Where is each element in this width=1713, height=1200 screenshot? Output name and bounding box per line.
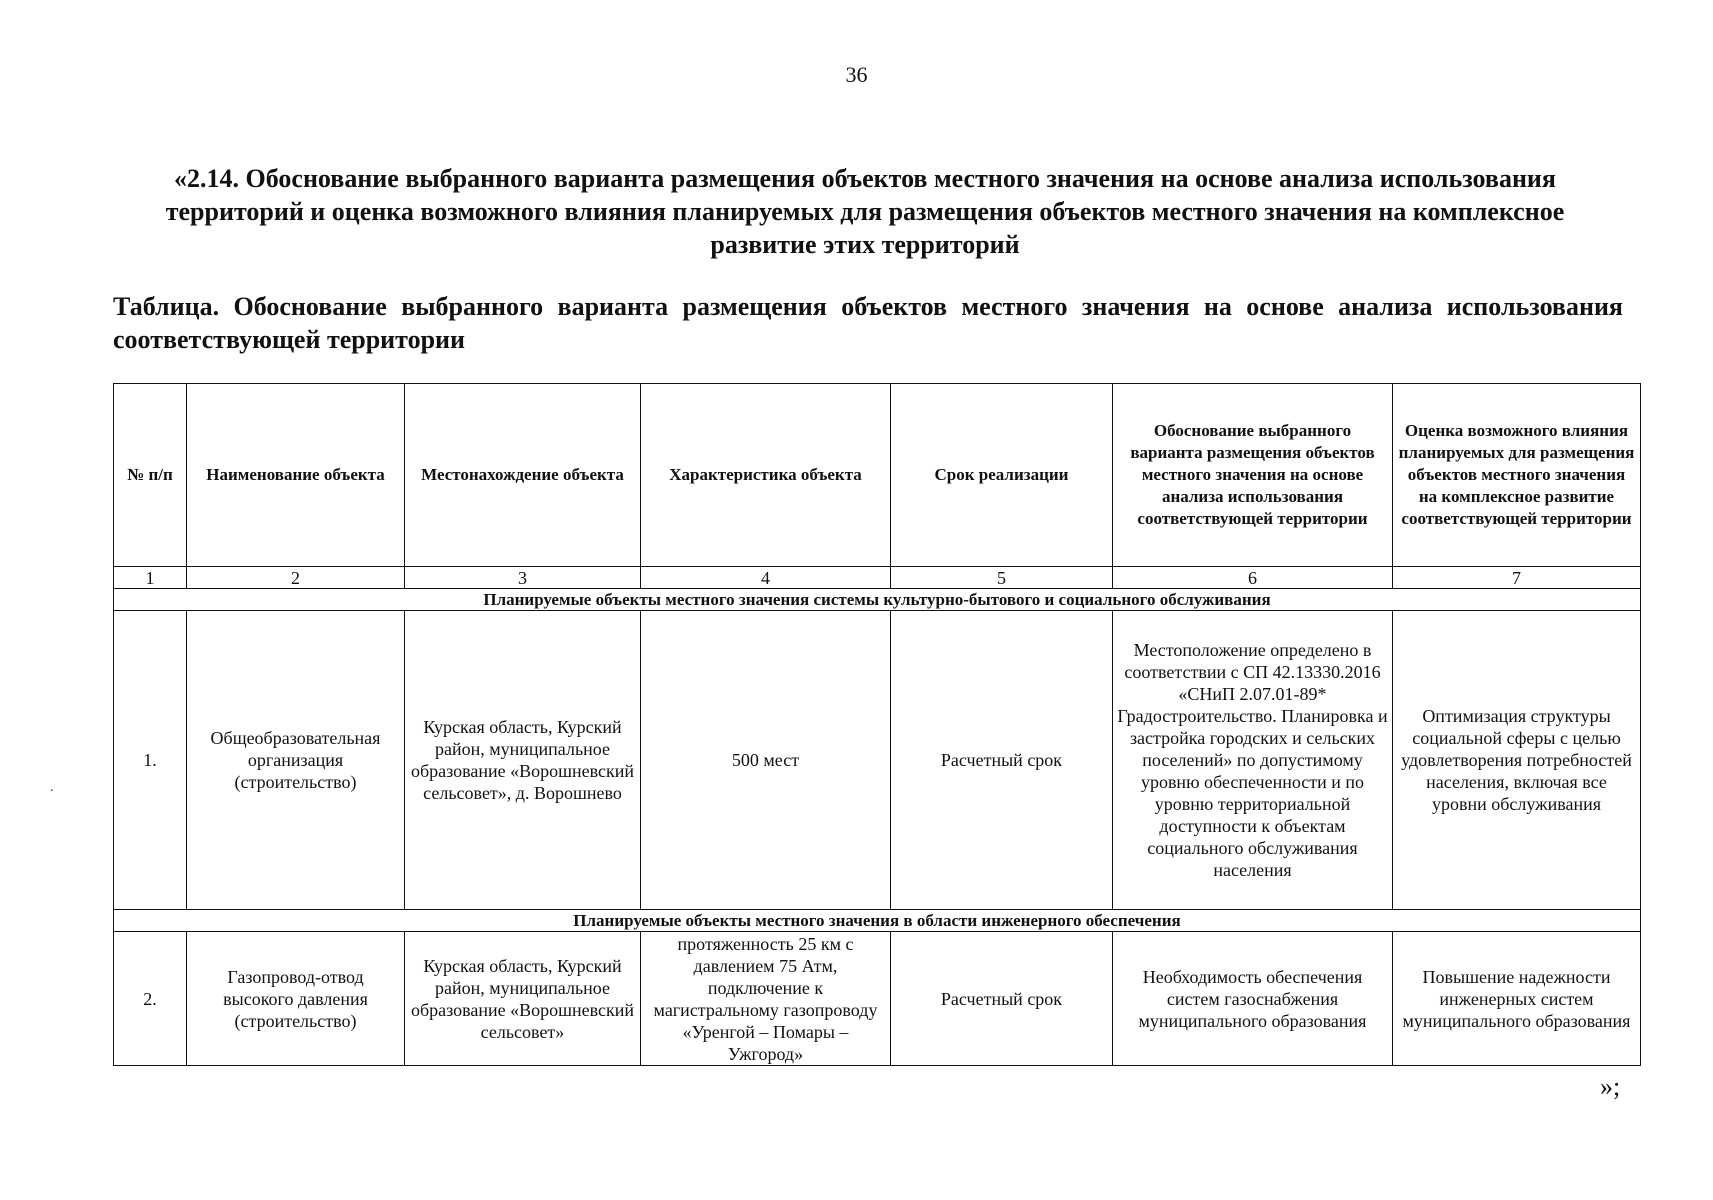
column-number: 7 [1393,567,1641,589]
justification-table-container [113,383,1640,1066]
column-number: 6 [1113,567,1393,589]
page-number: 36 [845,62,868,87]
edge-mark: . [50,780,54,795]
section-title-row [114,910,1641,932]
cell-term: Расчетный срок [891,932,1113,1066]
cell-impact: Повышение надежности инженерных систем муниципального образования [1393,932,1641,1066]
table-row [114,932,1641,1066]
cell-impact: Оптимизация структуры социальной сферы с целью удовлетворения потребностей населения, включая все уровни обслуживания [1393,611,1641,910]
header-cell-characteristic: Характеристика объекта [641,384,891,567]
header-cell-justification: Обоснование выбранного варианта размещения объектов местного значения на основе анализа использования соответствующей территории [1113,384,1393,567]
cell-num: 1. [114,611,187,910]
cell-location: Курская область, Курский район, муниципальное образование «Ворошневский сельсовет» [405,932,641,1066]
column-number: 1 [114,567,187,589]
cell-location: Курская область, Курский район, муниципальное образование «Ворошневский сельсовет», д. Ворошнево [405,611,641,910]
cell-characteristic: протяженность 25 км с давлением 75 Атм, подключение к магистральному газопроводу «Уренгой – Помары – Ужгород» [641,932,891,1066]
column-number: 3 [405,567,641,589]
section-title-social: Планируемые объекты местного значения системы культурно-бытового и социального обслуживания [114,589,1641,611]
cell-characteristic: 500 мест [641,611,891,910]
column-number-row [114,567,1641,589]
cell-justification: Местоположение определено в соответствии с СП 42.13330.2016 «СНиП 2.07.01-89* Градостроительство. Планировка и застройка городских и сельских поселений» по допустимому уровню обеспеченности и по уровню территориальной доступности к объектам социального обслуживания населения [1113,611,1393,910]
justification-table [113,383,1641,1066]
table-row [114,611,1641,910]
cell-name: Газопровод-отвод высокого давления (строительство) [187,932,405,1066]
cell-num: 2. [114,932,187,1066]
cell-term: Расчетный срок [891,611,1113,910]
cell-justification: Необходимость обеспечения систем газоснабжения муниципального образования [1113,932,1393,1066]
section-heading: «2.14. Обоснование выбранного варианта размещения объектов местного значения на основе анализа использования территорий и оценка возможного влияния планируемых для размещения объектов местного значения на комплексное развитие этих территорий [165,164,1565,259]
table-caption: Таблица. Обоснование выбранного варианта размещения объектов местного значения на основе анализа использования соответствующей территории [113,292,1623,354]
header-cell-name: Наименование объекта [187,384,405,567]
column-number: 2 [187,567,405,589]
header-row [114,384,1641,567]
closing-quote-mark: »; [1600,1072,1621,1101]
cell-name: Общеобразовательная организация (строительство) [187,611,405,910]
column-number: 4 [641,567,891,589]
header-cell-term: Срок реализации [891,384,1113,567]
section-title-row [114,589,1641,611]
header-cell-num: № п/п [114,384,187,567]
header-cell-impact: Оценка возможного влияния планируемых для размещения объектов местного значения на комплексное развитие соответствующей территории [1393,384,1641,567]
column-number: 5 [891,567,1113,589]
section-title-engineering: Планируемые объекты местного значения в области инженерного обеспечения [114,910,1641,932]
header-cell-location: Местонахождение объекта [405,384,641,567]
